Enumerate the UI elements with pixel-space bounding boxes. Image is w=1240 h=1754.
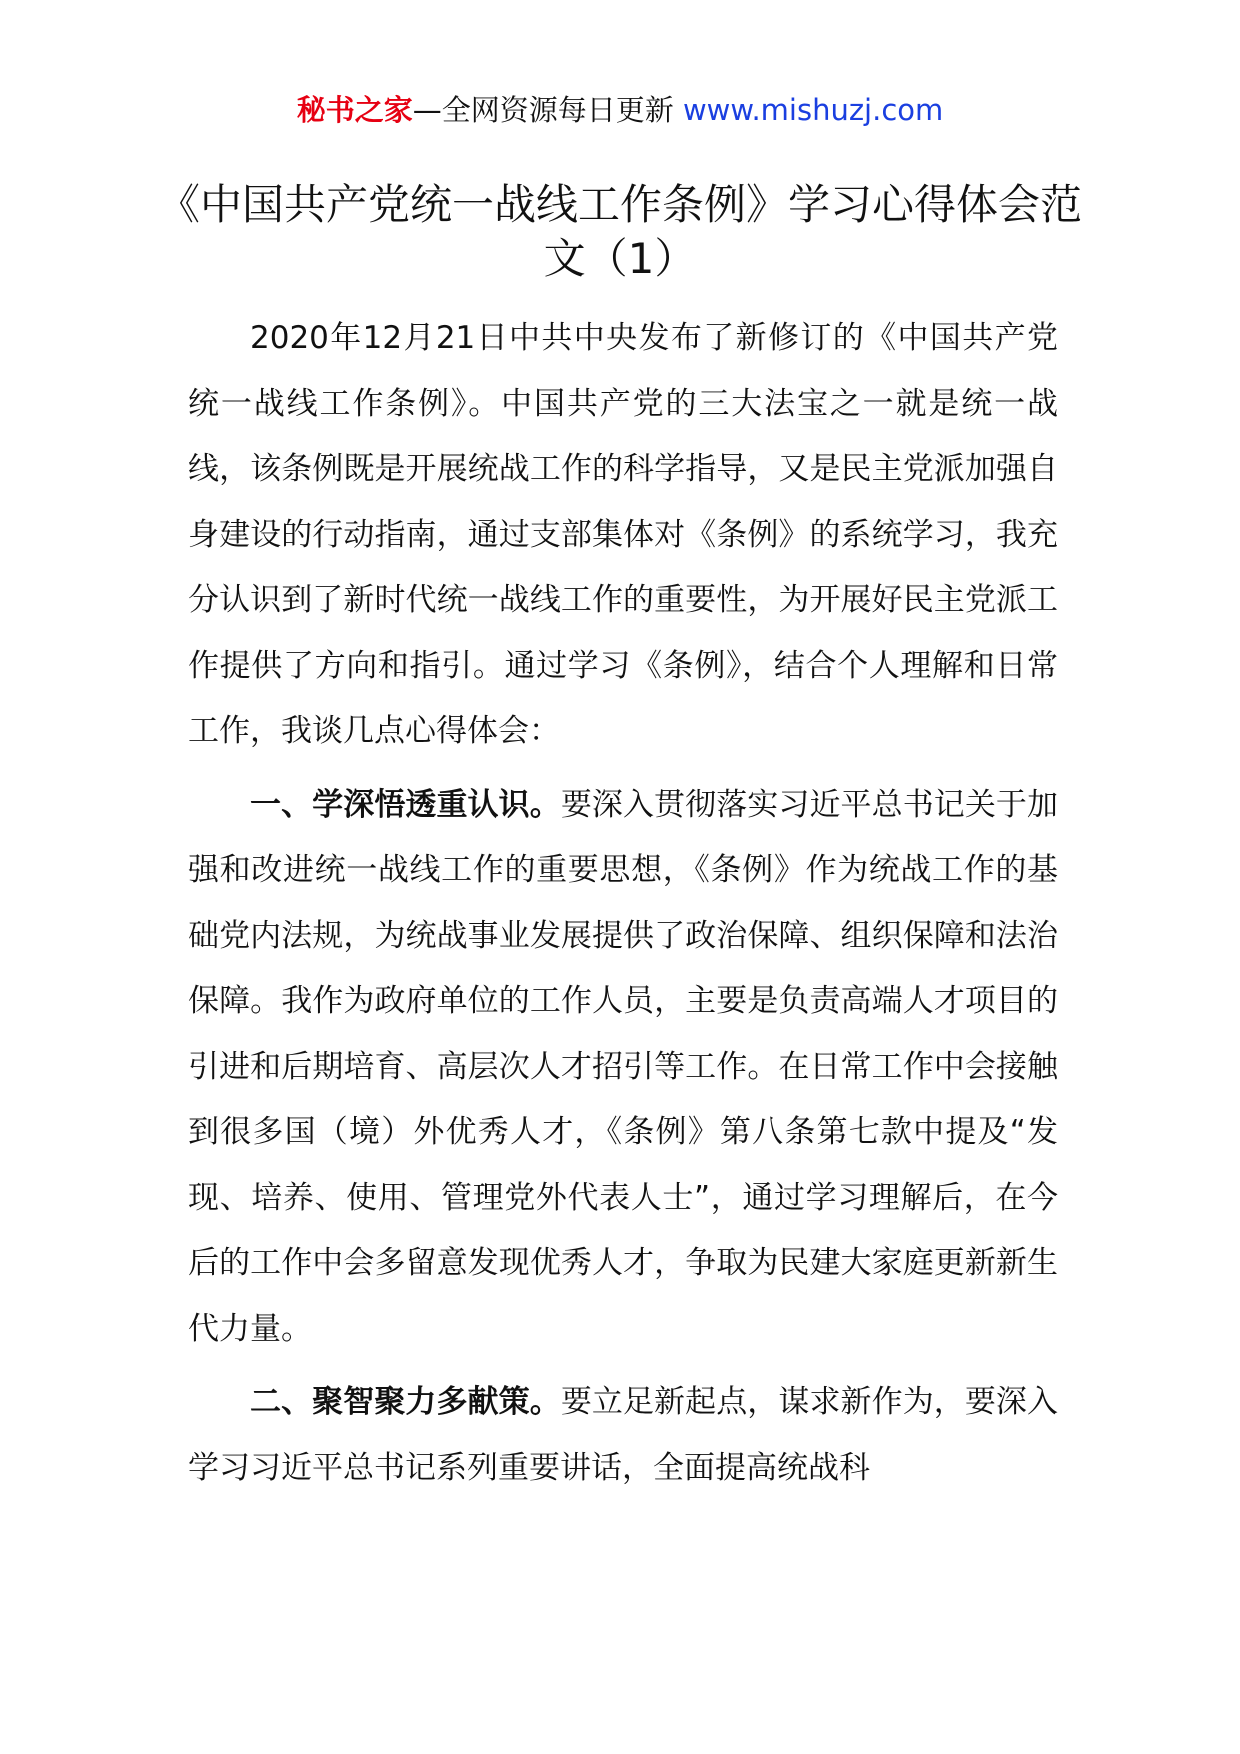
- site-brand: 秘书之家: [296, 93, 413, 127]
- paragraph-lead: 二、聚智聚力多献策。: [250, 1384, 561, 1420]
- paragraph-point-2: [188, 1370, 1058, 1501]
- paragraph-point-1: [188, 773, 1058, 1363]
- document-body: [188, 306, 1058, 1501]
- site-header: [0, 84, 1240, 136]
- site-tagline: —全网资源每日更新: [412, 93, 674, 127]
- paragraph-lead: 一、学深悟透重认识。: [250, 786, 561, 823]
- paragraph-text: 要立足新起点，谋求新作为，要深入学习习近平总书记系列重要讲话，全面提高统战科: [188, 1384, 1059, 1486]
- paragraph-text: 2020年12月21日中共中央发布了新修订的《中国共产党统一战线工作条例》。中国共产党的三大法宝之一就是统一战线，该条例既是开展统战工作的科学指导，又是民主党派加强自身建设的行动指南，通过支部集体对《条例》的系统学习，我充分认识到了新时代统一战线工作的重要性，为开展好民主党派工作提供了方向和指引。通过学习《条例》，结合个人理解和日常工作，我谈几点心得体会：: [188, 320, 1058, 749]
- site-url-link[interactable]: www.mishuzj.com: [682, 93, 944, 127]
- document-title: 《中国共产党统一战线工作条例》学习心得体会范文（1）: [157, 180, 1082, 283]
- paragraph-intro: [188, 306, 1058, 765]
- paragraph-text: 要深入贯彻落实习近平总书记关于加强和改进统一战线工作的重要思想，《条例》作为统战工作的基础党内法规，为统战事业发展提供了政治保障、组织保障和法治保障。我作为政府单位的工作人员，主要是负责高端人才项目的引进和后期培育、高层次人才招引等工作。在日常工作中会接触到很多国（境）外优秀人才，《条例》第八条第七款中提及“发现、培养、使用、管理党外代表人士”，通过学习理解后，在今后的工作中会多留意发现优秀人才，争取为民建大家庭更新新生代力量。: [188, 786, 1059, 1347]
